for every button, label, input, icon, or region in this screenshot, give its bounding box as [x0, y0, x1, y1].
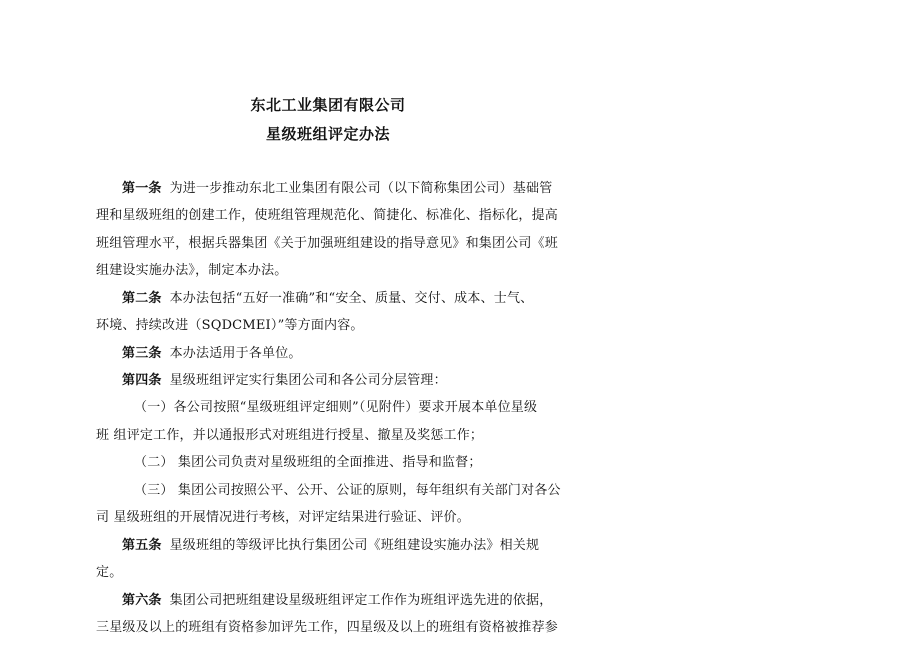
- article-2-line-2: 环境、持续改进（SQDCMEI）”等方面内容。: [96, 318, 364, 333]
- article-5-line-1: [122, 538, 539, 554]
- article-5-label: 第五条: [122, 538, 162, 553]
- article-6-label: 第六条: [122, 593, 162, 608]
- article-6-line-2: 三星级及以上的班组有资格参加评先工作，四星级及以上的班组有资格被推荐参: [96, 620, 559, 635]
- article-1-label: 第一条: [122, 181, 162, 196]
- article-1-text-1: 为进一步推动东北工业集团有限公司（以下简称集团公司）基础管: [169, 181, 553, 196]
- article-2-label: 第二条: [122, 291, 162, 306]
- article-1-line-4: 组建设实施办法》，制定本办法。: [96, 263, 288, 278]
- article-3-text-1: 本办法适用于各单位。: [169, 346, 302, 361]
- article-4-text-1: 星级班组评定实行集团公司和各公司分层管理：: [169, 373, 447, 388]
- article-1-line-2: 理和星级班组的创建工作，使班组管理规范化、简捷化、标准化、指标化，提高: [96, 208, 559, 223]
- article-4-item-3-line-1: （三） 集团公司按照公平、公开、公证的原则，每年组织有关部门对各公: [134, 483, 561, 498]
- article-3-label: 第三条: [122, 346, 162, 361]
- article-4-item-1-line-1: （一）各公司按照“星级班组评定细则”（见附件）要求开展本单位星级: [134, 400, 538, 415]
- document-title-company: 东北工业集团有限公司: [250, 96, 406, 114]
- article-4-line-1: [122, 373, 447, 389]
- article-6-text-1: 集团公司把班组建设星级班组评定工作作为班组评选先进的依据，: [169, 593, 553, 608]
- article-2-line-1: [122, 291, 533, 307]
- article-1-line-1: [122, 181, 552, 197]
- article-4-item-1-line-2: 班 组评定工作，并以通报形式对班组进行授星、撤星及奖惩工作；: [96, 428, 484, 443]
- document-title-subject: 星级班组评定办法: [265, 125, 390, 143]
- article-6-line-1: [122, 593, 552, 609]
- article-2-text-1: 本办法包括“五好一准确”和“安全、质量、交付、成本、士气、: [169, 291, 534, 306]
- article-1-line-3: 班组管理水平，根据兵器集团《关于加强班组建设的指导意见》和集团公司《班: [96, 236, 559, 251]
- article-4-item-2-line-1: （二） 集团公司负责对星级班组的全面推进、指导和监督；: [134, 455, 482, 470]
- article-5-text-1: 星级班组的等级评比执行集团公司《班组建设实施办法》相关规: [169, 538, 540, 553]
- article-4-label: 第四条: [122, 373, 162, 388]
- article-4-item-3-line-2: 司 星级班组的开展情况进行考核，对评定结果进行验证、评价。: [96, 510, 470, 525]
- article-5-line-2: 定。: [96, 565, 123, 580]
- article-3-line-1: [122, 346, 302, 362]
